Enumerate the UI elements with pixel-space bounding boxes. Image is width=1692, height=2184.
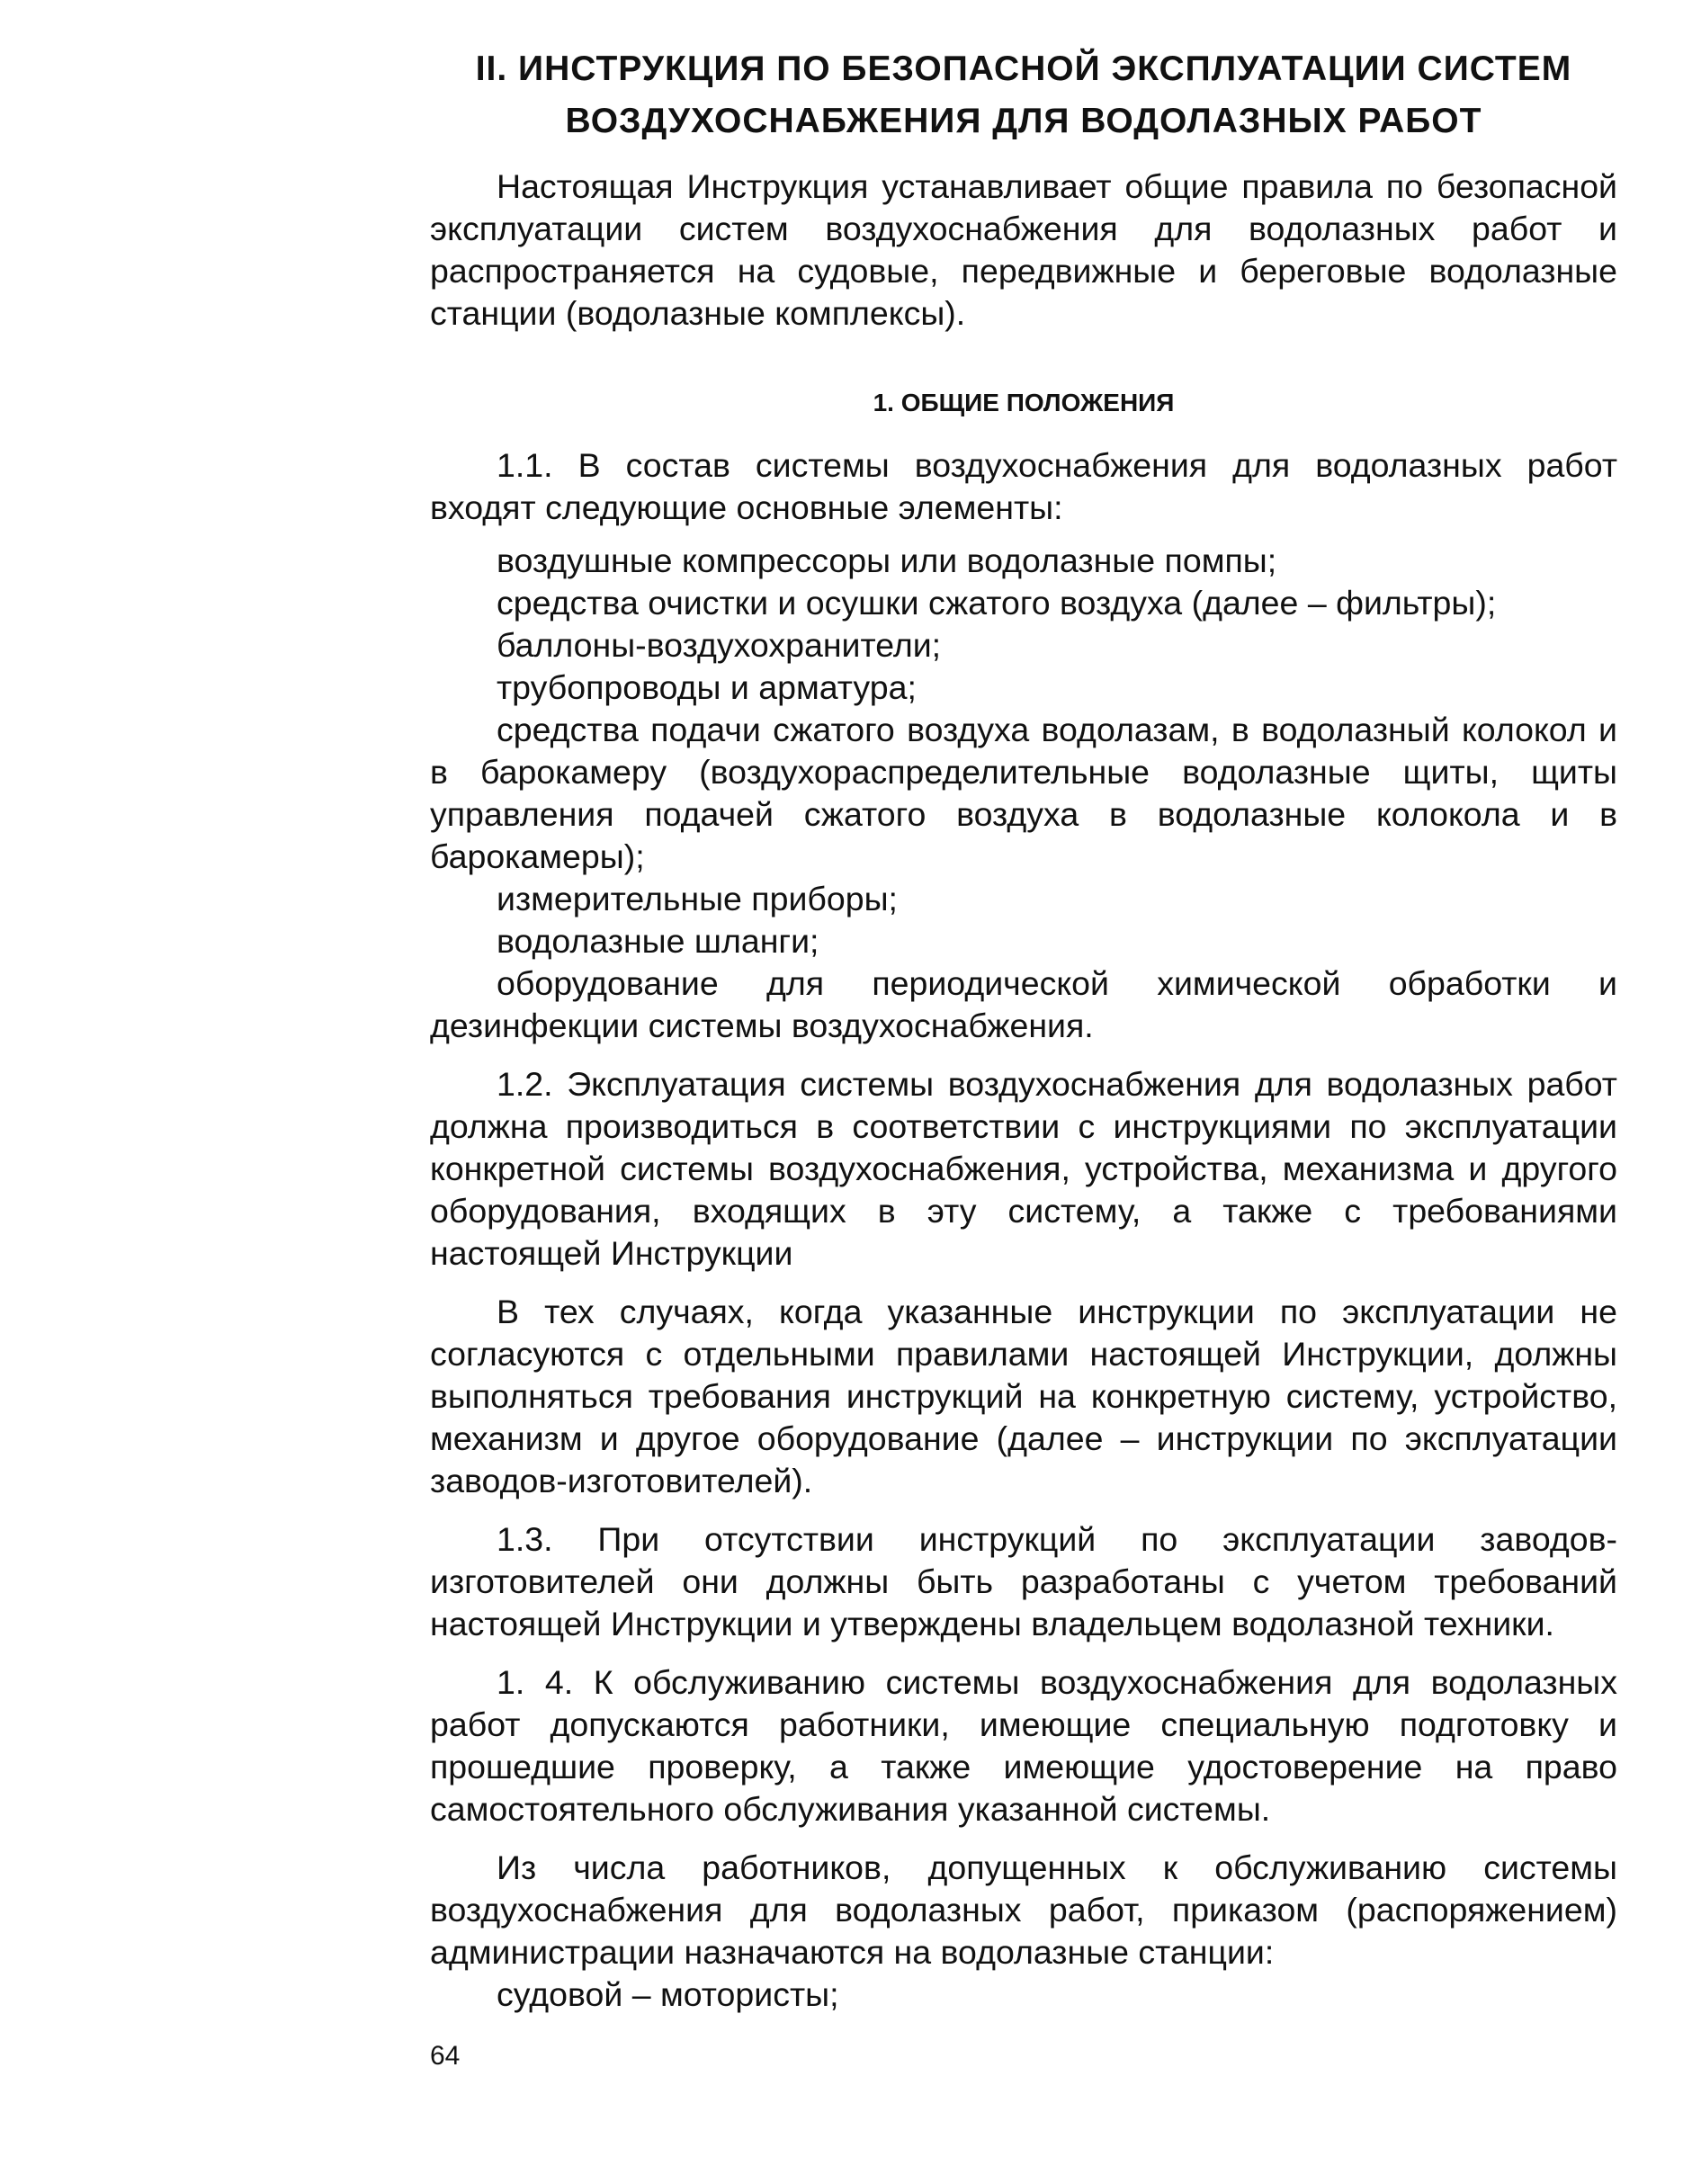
- list-item: оборудование для периодической химической обработки и дезинфекции системы воздухоснабжения.: [430, 964, 1617, 1044]
- list-item: водолазные шланги;: [497, 922, 819, 960]
- list-item: измерительные приборы;: [497, 880, 898, 917]
- paragraph-1-2: 1.2. Эксплуатация системы воздухоснабжения для водолазных работ должна производиться в соответствии с инструкциями по эксплуатации конкретной системы воздухоснабжения, устройства, механизма и другого оборудования, входящих в эту систему, а также с требованиями настоящей Инструкции: [430, 1065, 1617, 1272]
- list-item: средства подачи сжатого воздуха водолазам, в водолазный колокол и в барокамеру (воздухораспределительные водолазные щиты, щиты управления подачей сжатого воздуха в водолазные колокола и в барокамеры);: [430, 711, 1617, 875]
- intro-paragraph: Настоящая Инструкция устанавливает общие правила по безопасной эксплуатации систем воздухоснабжения для водолазных работ и распространяется на судовые, передвижные и береговые водолазные станции (водолазные комплексы).: [430, 167, 1617, 332]
- page-title: [430, 43, 1617, 148]
- list-item: средства очистки и осушки сжатого воздуха (далее – фильтры);: [497, 584, 1497, 622]
- title-line-1: II. ИНСТРУКЦИЯ ПО БЕЗОПАСНОЙ ЭКСПЛУАТАЦИИ СИСТЕМ: [475, 49, 1572, 88]
- document-page: [430, 43, 1617, 2016]
- elements-list: [430, 540, 1617, 1047]
- section-heading: 1. ОБЩИЕ ПОЛОЖЕНИЯ: [873, 389, 1175, 416]
- list-item: трубопроводы и арматура;: [497, 668, 917, 706]
- paragraph-1-2-continued: В тех случаях, когда указанные инструкции по эксплуатации не согласуются с отдельными правилами настоящей Инструкции, должны выполняться требования инструкций на конкретную систему, устройство, механизм и другое оборудование (далее – инструкции по эксплуатации заводов-изготовителей).: [430, 1293, 1617, 1499]
- page-number: 64: [430, 2041, 461, 2071]
- paragraph-1-4: 1. 4. К обслуживанию системы воздухоснабжения для водолазных работ допускаются работники, имеющие специальную подготовку и прошедшие проверку, а также имеющие удостоверение на право самостоятельного обслуживания указанной системы.: [430, 1663, 1617, 1828]
- paragraph-1-3: 1.3. При отсутствии инструкций по эксплуатации заводов-изготовителей они должны быть разработаны с учетом требований настоящей Инструкции и утверждены владельцем водолазной техники.: [430, 1520, 1617, 1642]
- paragraph-1-4-continued: Из числа работников, допущенных к обслуживанию системы воздухоснабжения для водолазных работ, приказом (распоряжением) администрации назначаются на водолазные станции:: [430, 1848, 1617, 1971]
- list-item: баллоны-воздухохранители;: [497, 626, 942, 664]
- list-item: воздушные компрессоры или водолазные помпы;: [497, 542, 1277, 579]
- paragraph-1-4-item: судовой – мотористы;: [497, 1975, 839, 2013]
- paragraph-1-1: 1.1. В состав системы воздухоснабжения для водолазных работ входят следующие основные элементы:: [430, 446, 1617, 526]
- title-line-2: ВОЗДУХОСНАБЖЕНИЯ ДЛЯ ВОДОЛАЗНЫХ РАБОТ: [565, 102, 1482, 140]
